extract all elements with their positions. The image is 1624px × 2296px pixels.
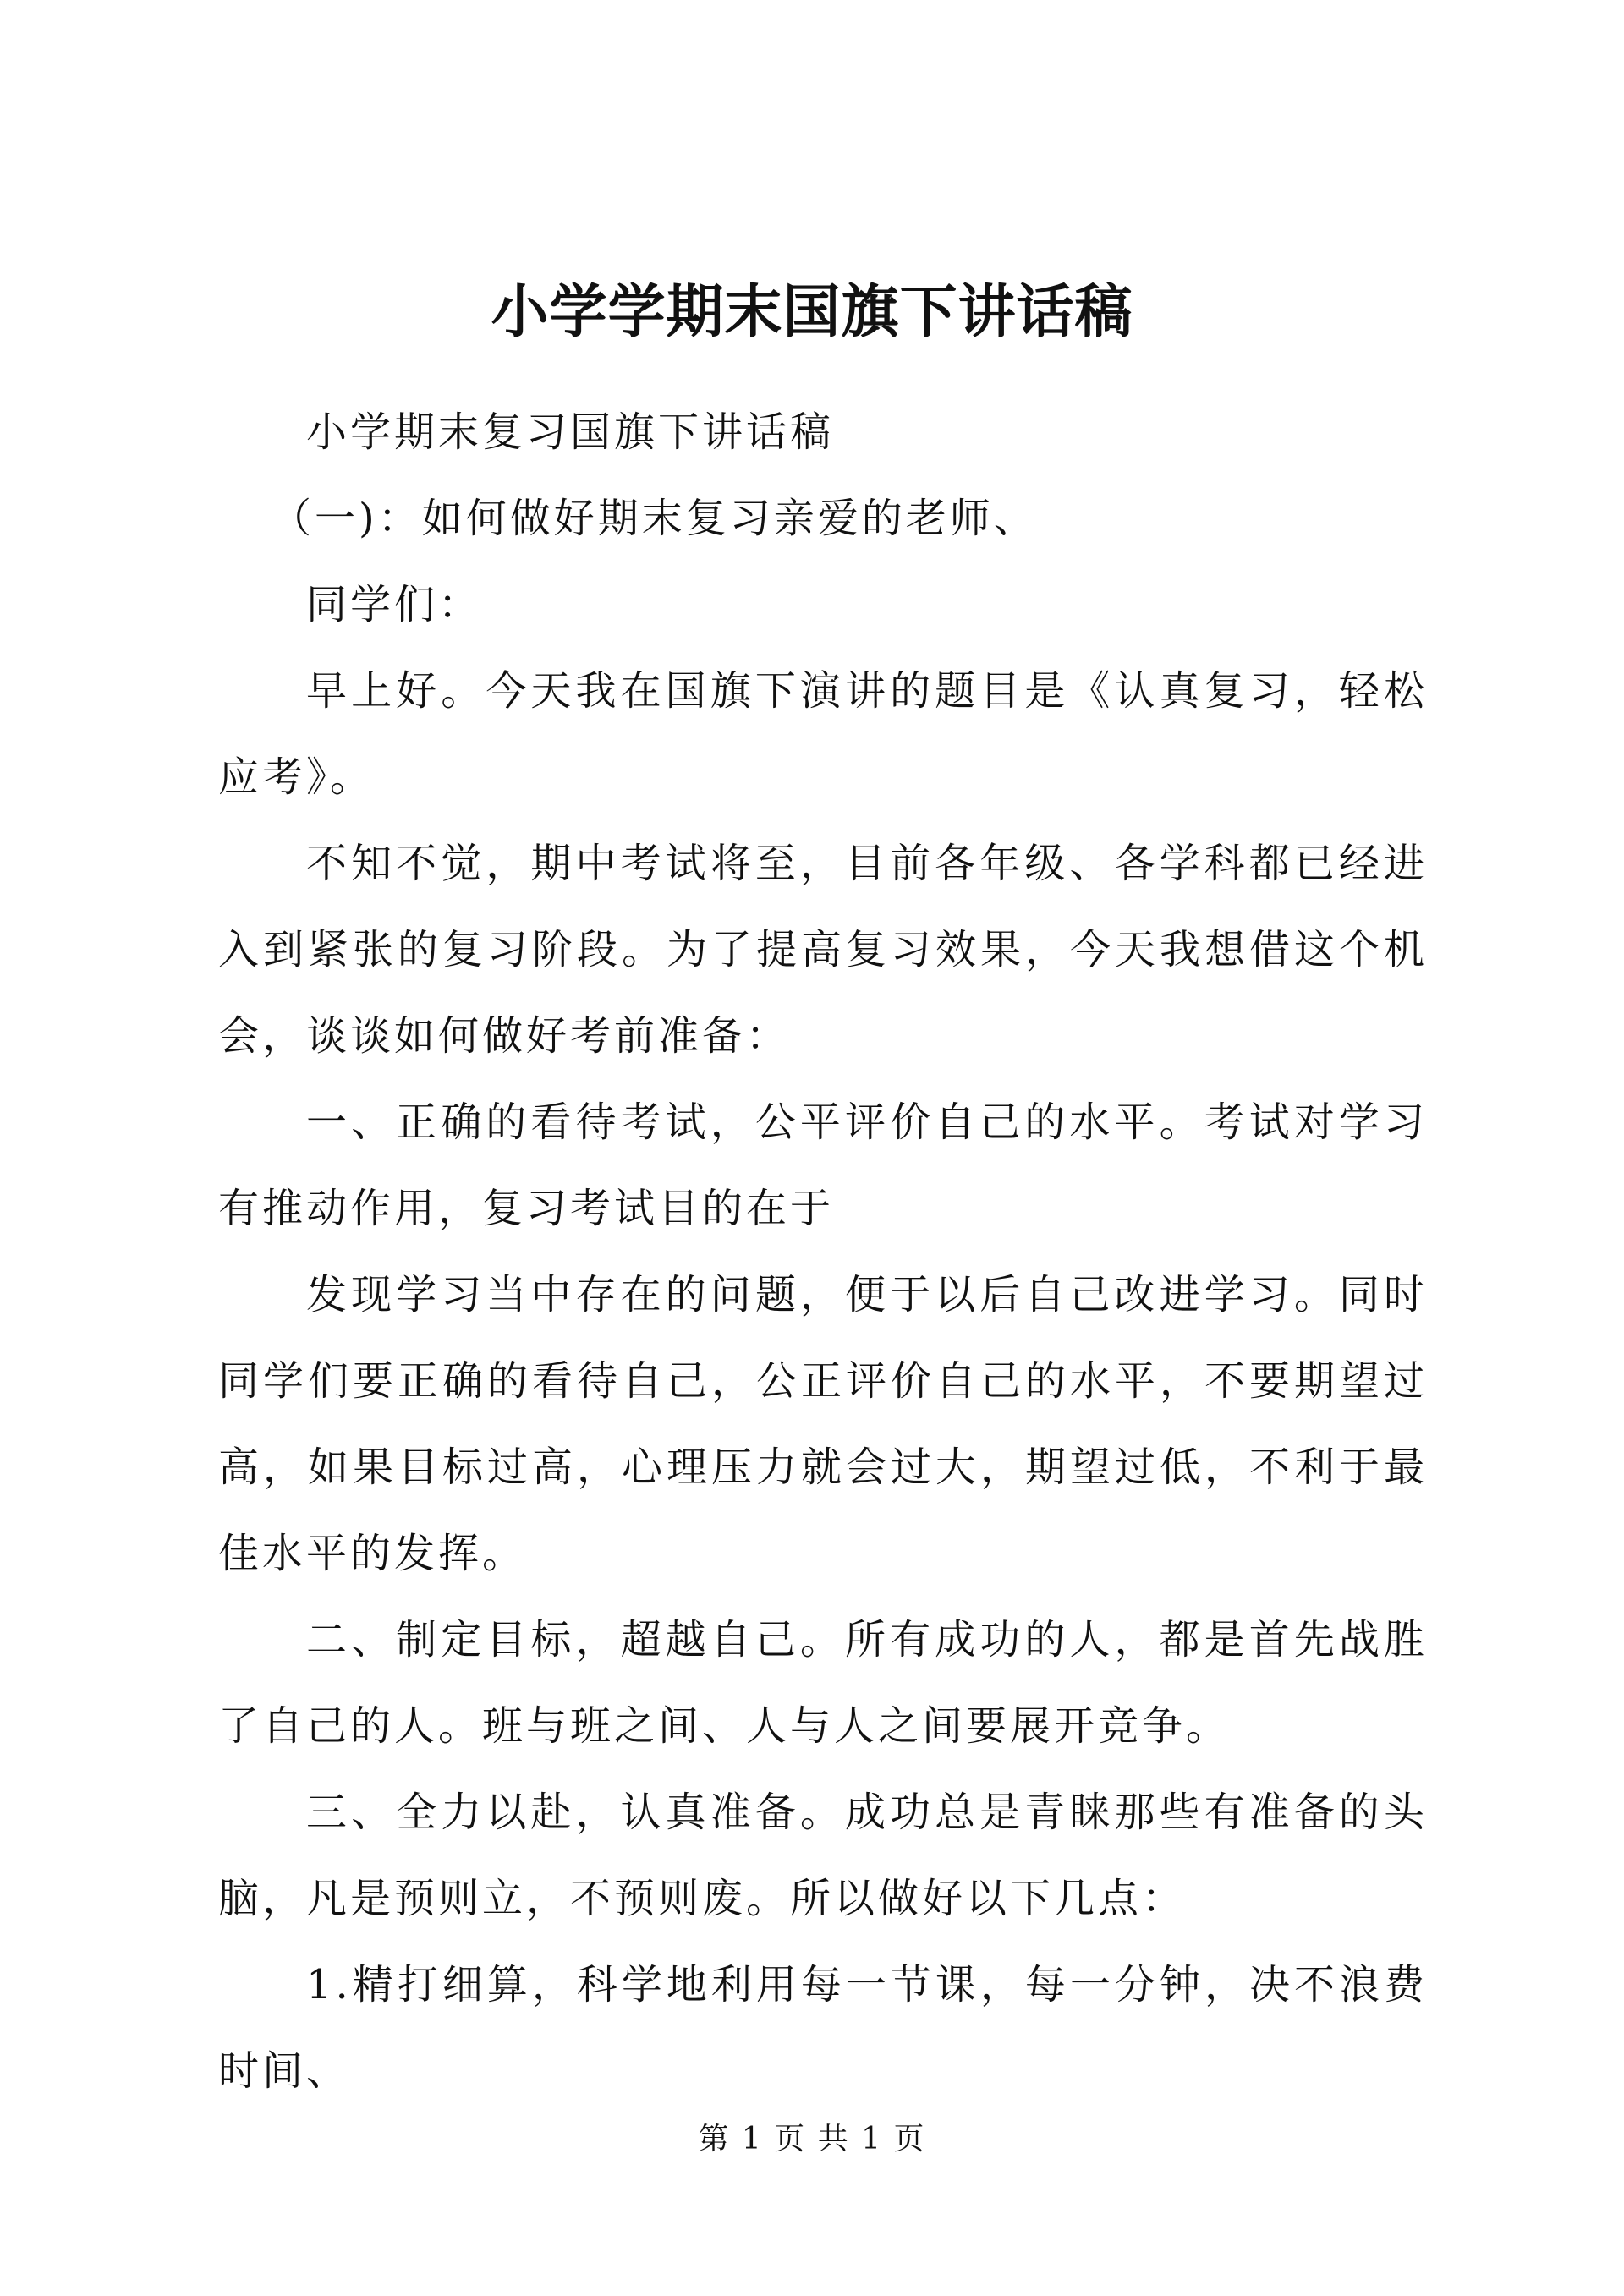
paragraph-section-heading: （一)：如何做好期末复习亲爱的老师、 <box>271 495 1038 542</box>
paragraph: 一、正确的看待考试，公平评价自己的水平。考试对学习有推动作用，复习考试目的在于 <box>218 1099 1428 1232</box>
paragraph: 发现学习当中存在的问题，便于以后自己改进学习。同时同学们要正确的看待自己，公正评价自己的水平，不要期望过高，如果目标过高，心理压力就会过大，期望过低，不利于最佳水平的发挥。 <box>218 1271 1428 1577</box>
paragraph-greeting: 同学们： <box>306 581 483 628</box>
paragraph: 二、制定目标，超越自己。所有成功的人，都是首先战胜了自己的人。班与班之间、人与人之间要展开竞争。 <box>218 1616 1428 1750</box>
document-title: 小学学期末国旗下讲话稿 <box>491 278 1133 346</box>
paragraph: 1.精打细算，科学地利用每一节课，每一分钟，决不浪费时间、 <box>218 1961 1428 2095</box>
page-footer: 第 1 页 共 1 页 <box>698 2122 926 2156</box>
document-body <box>218 389 1428 2114</box>
paragraph-subtitle: 小学期末复习国旗下讲话稿 <box>306 408 835 456</box>
paragraph: 早上好。今天我在国旗下演讲的题目是《认真复习，轻松应考》。 <box>218 667 1428 801</box>
paragraph: 不知不觉，期中考试将至，目前各年级、各学科都已经进入到紧张的复习阶段。为了提高复习效果，今天我想借这个机会，谈谈如何做好考前准备： <box>218 840 1428 1060</box>
paragraph: 三、全力以赴，认真准备。成功总是青睐那些有准备的头脑，凡是预则立，不预则废。所以做好以下几点： <box>218 1789 1428 1922</box>
